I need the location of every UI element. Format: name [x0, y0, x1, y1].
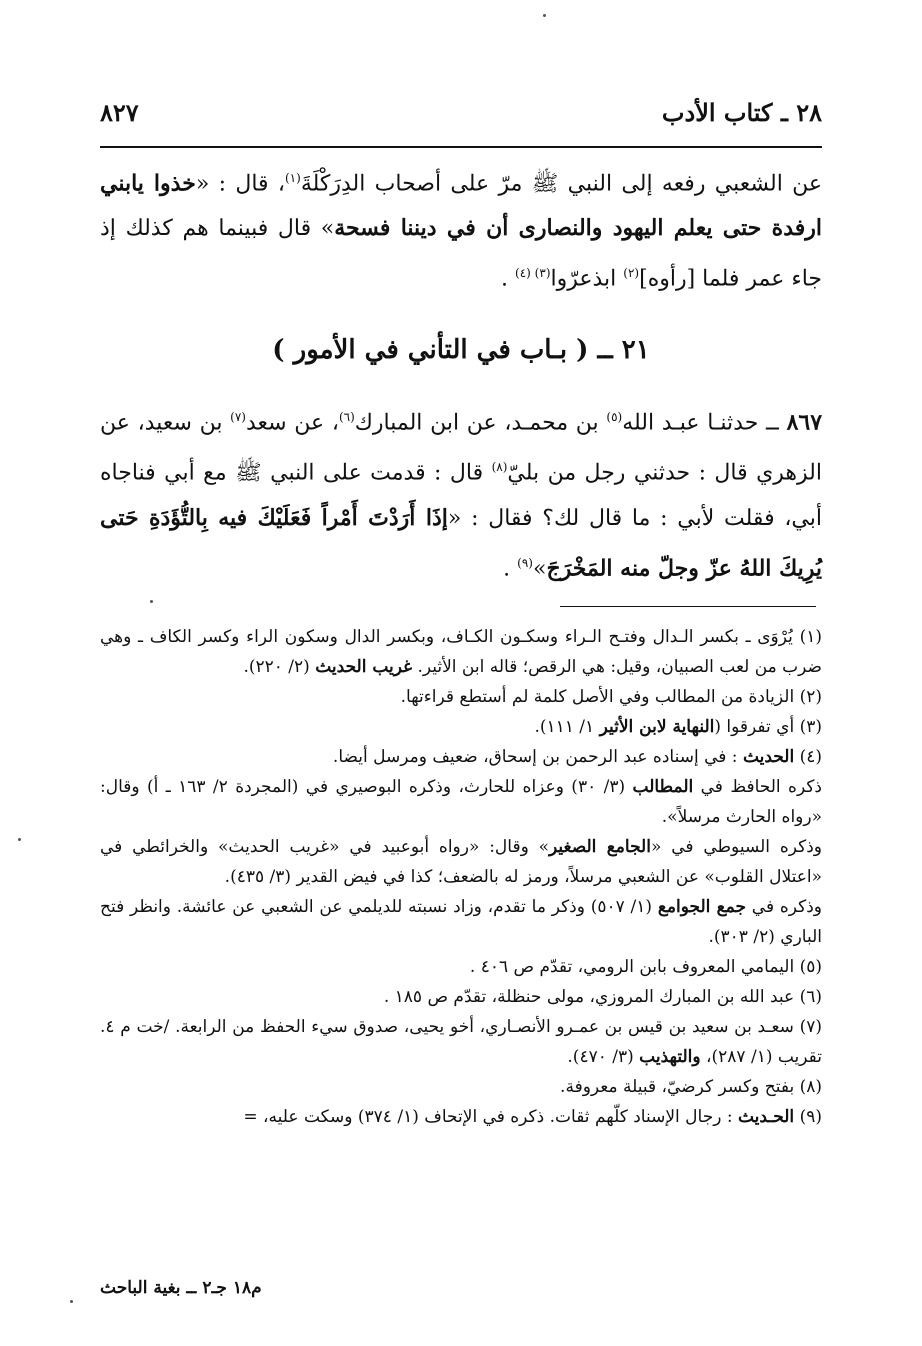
page-footer-signature: م١٨ جـ٢ ــ بغية الباحث [100, 1278, 262, 1298]
footnote-3: (٣) أي تفرقوا (النهاية لابن الأثير ١/ ١١١). [534, 717, 822, 737]
header-rule [100, 146, 822, 148]
footnote-ref: (١) [284, 171, 301, 185]
footnote-4-cont-2: وذكره السيوطي في «الجامع الصغير» وقال: «رواه أبوعبيد في «غريب الحديث» والخرائطي في «اعتلال القلوب» عن الشعبي مرسلاً، ورمز له بالضعف؛ كذا في فيض القدير (٣/ ٤٣٥). [100, 837, 823, 887]
intro-paragraph: عن الشعبي رفعه إلى النبي ﷺ مرّ على أصحاب الدِرَكْلَةَ$^{(١)}$، قال : «خذوا يابني ارفدة حتى يعلم اليهود والنصارى أن في ديننا فسحة» قال فبينما هم كذلك إذ جاء عمر فلما [رأوه]$^{(٢)}$ ابذعرّوا$^{(٣)}$ $^{(٤)}$ . [100, 170, 823, 292]
footnote-4: (٤) الحديث : في إسناده عبد الرحمن بن إسحاق، ضعيف ومرسل أيضا. [332, 747, 822, 767]
footnote-1: (١) يُرْوَى ـ بكسر الـدال وفتـح الـراء وسكـون الكـاف، وبكسر الدال وسكون الراء وكسر الكاف ـ وهي ضرب من لعب الصبيان، وقيل: هي الرقص؛ قاله ابن الأثير. غريب الحديث (٢/ ٢٢٠). [100, 627, 822, 677]
page-number: ٨٢٧ [100, 98, 139, 127]
footnote-ref: (٤) [515, 266, 535, 281]
hadith-number: ٨٦٧ [786, 409, 823, 436]
scan-speck [543, 14, 546, 17]
footnote-ref: (٨) [491, 460, 508, 475]
footnote-ref: (٢) [623, 266, 640, 281]
footnote-2: (٢) الزيادة من المطالب وفي الأصل كلمة لم أستطع قراءتها. [400, 687, 822, 707]
footnote-6: (٦) عبد الله بن المبارك المروزي، مولى حنظلة، تقدّم ص ١٨٥ . [383, 987, 822, 1007]
footnote-separator [560, 606, 816, 607]
footnote-9: (٩) الحـديث : رجال الإسناد كلّهم ثقات. ذكره في الإتحاف (١/ ٣٧٤) وسكت عليه، = [243, 1107, 822, 1127]
footnote-4-cont-3: وذكره في جمع الجوامع (١/ ٥٠٧) وذكر ما تقدم، وزاد نسبته للديلمي عن الشعبي عن عائشة. وانظر فتح الباري (٢/ ٣٠٣). [100, 897, 822, 947]
scan-speck [18, 838, 21, 841]
quoted-saying: إذَا أَرَدْتَ أَمْراً فَعَلَيْكَ فيه بِالتُّؤَدَةِ حَتى يُرِيكَ اللهُ عزّ وجلّ منه المَخْرَجَ [100, 504, 822, 581]
quoted-saying: خذوا يابني ارفدة حتى يعلم اليهود والنصارى أن في ديننا فسحة [100, 170, 822, 242]
hadith-paragraph: ٨٦٧ ــ حدثنـا عبـد الله$^{(٥)}$ بن محمـد، عن ابن المبارك$^{(٦)}$، عن سعد$^{(٧)}$ بن سعيد، عن الزهري قال : حدثني رجل من بليّ$^{(٨)}$ قال : قدمت على النبي ﷺ مع أبي فناجاه أبي، فقلت لأبي : ما قال لك؟ فقال : «إذَا أَرَدْتَ أَمْراً فَعَلَيْكَ فيه بِالتُّؤَدَةِ حَتى يُرِيكَ اللهُ عزّ وجلّ منه المَخْرَجَ»$^{(٩)}$ . [100, 409, 823, 581]
running-header [100, 98, 822, 128]
chapter-title: ٢٨ ـ كتاب الأدب [661, 98, 822, 127]
footnote-8: (٨) بفتح وكسر كرضيّ، قبيلة معروفة. [560, 1077, 822, 1097]
footnote-7: (٧) سعـد بن سعيد بن قيس بن عمـرو الأنصـاري، أخو يحيى، صدوق سيء الحفظ من الرابعة. /خت م ٤. تقريب (١/ ٢٨٧)، والتهذيب (٣/ ٤٧٠). [100, 1017, 822, 1067]
footnotes [100, 622, 822, 1132]
footnote-ref: (٩) [517, 555, 533, 570]
footnote-ref: (٣) [534, 266, 551, 281]
chapter-heading: ٢١ ــ ( بـاب في التأني في الأمور ) [272, 335, 650, 365]
footnote-ref: (٥) [606, 410, 623, 424]
footnote-4-cont-1: ذكره الحافظ في المطالب (٣/ ٣٠) وعزاه للحارث، وذكره البوصيري في (المجردة ٢/ ١٦٣ ـ أ) وقال: «رواه الحارث مرسلاً». [100, 777, 822, 827]
scan-speck [150, 600, 153, 603]
footnote-ref: (٧) [230, 410, 246, 424]
footnote-5: (٥) اليمامي المعروف بابن الرومي، تقدّم ص ٤٠٦ . [469, 957, 822, 977]
scan-speck [70, 1300, 73, 1303]
footnote-ref: (٦) [338, 410, 355, 424]
